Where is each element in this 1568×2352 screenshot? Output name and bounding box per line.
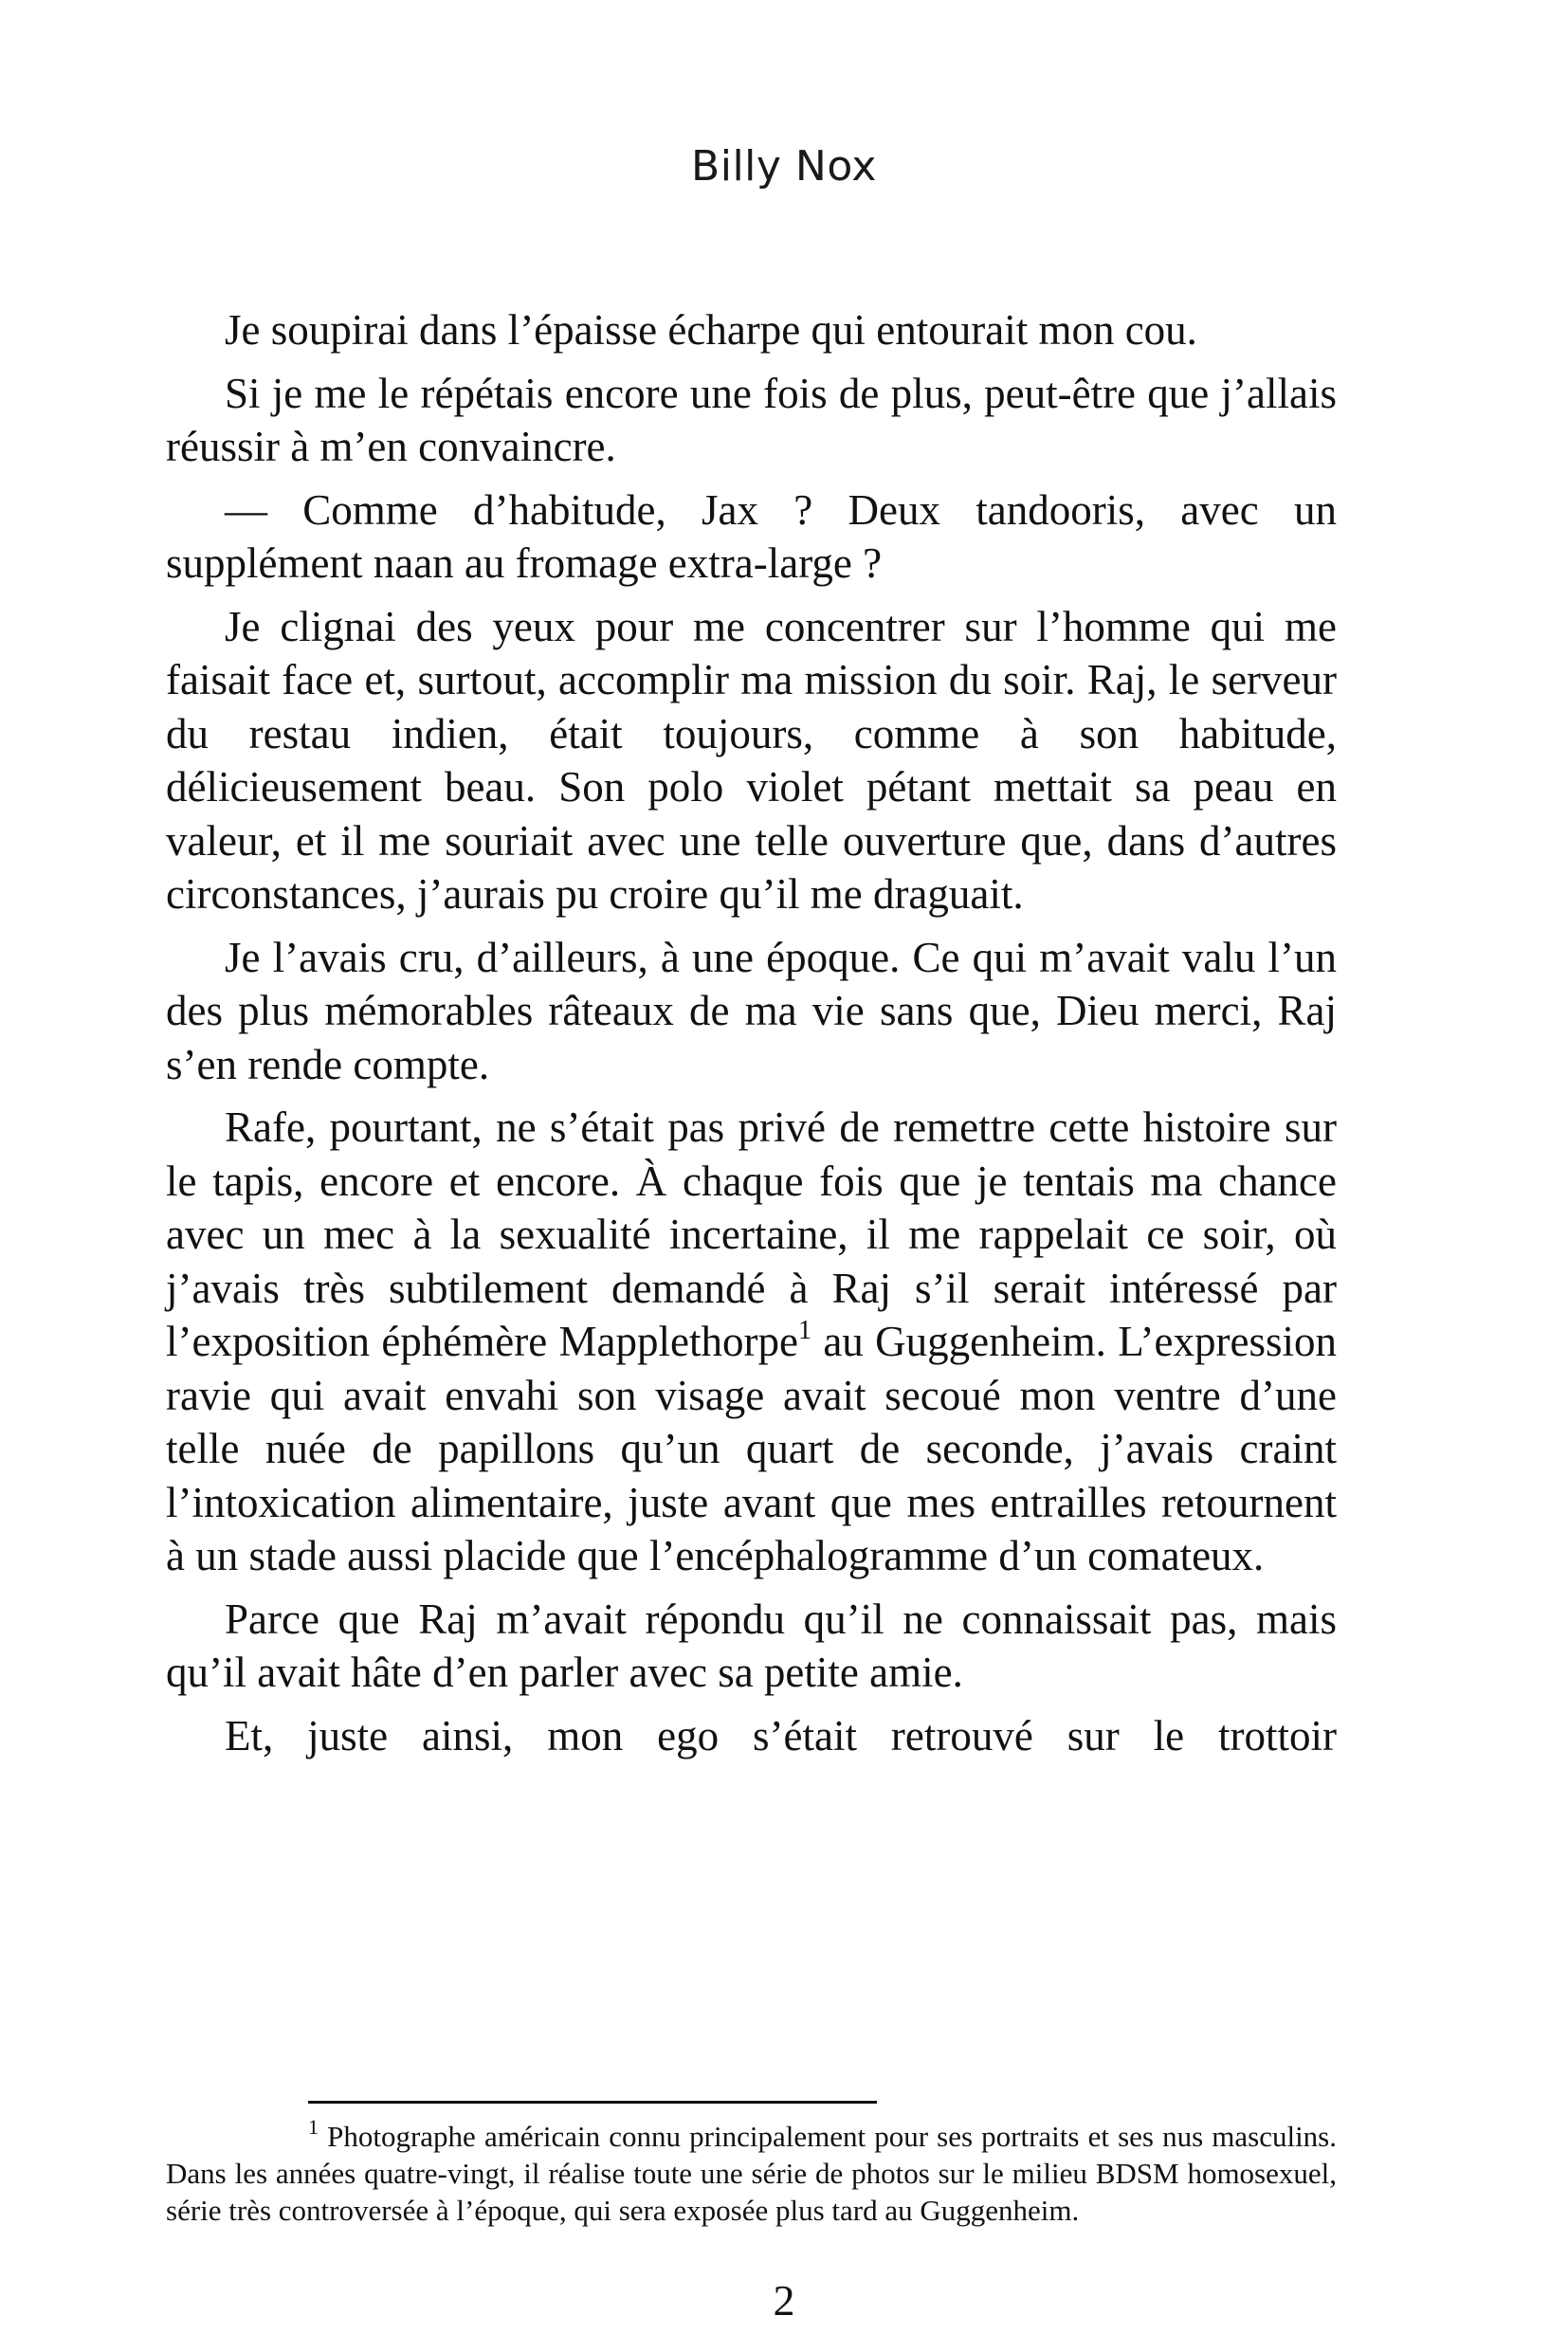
paragraph: Si je me le répétais encore une fois de plus, peut-être que j’allais réussir à m’en convaincre. [166,369,1337,470]
paragraph: Je clignai des yeux pour me concentrer sur l’homme qui me faisait face et, surtout, accomplir ma mission du soir. Raj, le serveur du restau indien, était toujours, comme à son habitude, délicieusement beau. Son polo violet pétant mettait sa peau en valeur, et il me souriait avec une telle ouverture que, dans d’autres circonstances, j’aurais pu croire qu’il me draguait. [166,602,1337,918]
paragraph: Je l’avais cru, d’ailleurs, à une époque. Ce qui m’avait valu l’un des plus mémorables râteaux de ma vie sans que, Dieu merci, Raj s’en rende compte. [166,933,1337,1088]
body-text [166,303,1337,1772]
paragraph: Et, juste ainsi, mon ego s’était retrouvé sur le trottoir [225,1711,1337,1759]
paragraph: Je soupirai dans l’épaisse écharpe qui entourait mon cou. [225,306,1197,354]
footnote-text: Photographe américain connu principalement pour ses portraits et ses nus masculins. Dans les années quatre-vingt, il réalise toute une série de photos sur le milieu BDSM homosexuel, série très controversée à l’époque, qui sera exposée plus tard au Guggenheim. [166,2120,1337,2227]
paragraph-text: Rafe, pourtant, ne s’était pas privé de remettre cette histoire sur le tapis, encore et encore. À chaque fois que je tentais ma chance avec un mec à la sexualité incertaine, il me rappelait ce soir, où j’avais très subtilement demandé à Raj s’il serait intéressé par l’exposition éphémère Mapplethorpe [166,1103,1337,1365]
paragraph: Parce que Raj m’avait répondu qu’il ne connaissait pas, mais qu’il avait hâte d’en parler avec sa petite amie. [166,1595,1337,1696]
footnote-marker: 1 [308,2114,319,2139]
footnote-separator [308,2101,877,2104]
paragraph-with-footnote-ref [166,1101,1337,1583]
running-header: Billy Nox [691,142,877,191]
paragraph-text: au Guggenheim. L’expression ravie qui avait envahi son visage avait secoué mon ventre d’une telle nuée de papillons qu’un quart de seconde, j’avais craint l’intoxication alimentaire, juste avant que mes entrailles retournent à un stade aussi placide que l’encéphalogramme d’un comateux. [166,1318,1337,1579]
paragraph: — Comme d’habitude, Jax ? Deux tandooris, avec un supplément naan au fromage extra-large ? [166,485,1337,587]
page-number: 2 [773,2276,795,2325]
footnote [166,2114,1337,2229]
footnote-reference: 1 [797,1316,811,1345]
